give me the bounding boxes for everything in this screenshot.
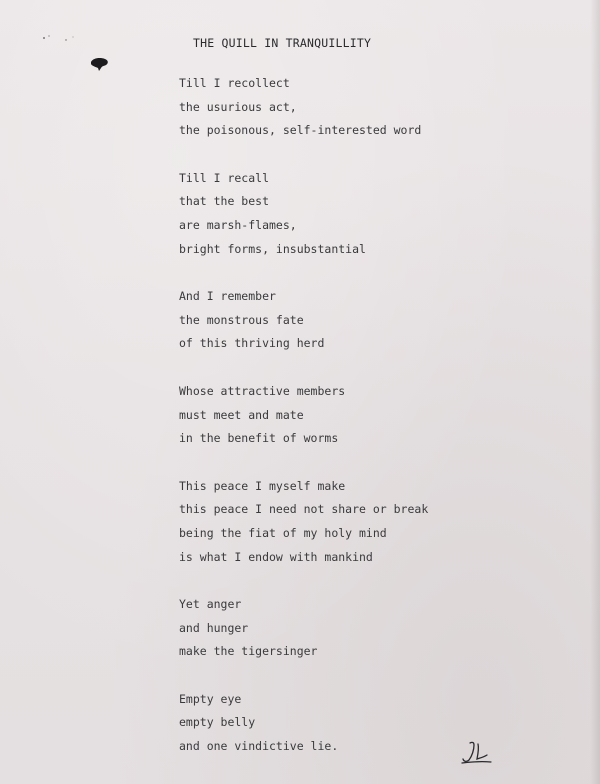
poem-line: Empty eye [179, 691, 242, 706]
poem-line: the poisonous, self-interested word [179, 123, 422, 138]
poem-line: is what I endow with mankind [179, 549, 373, 564]
poem-line: that the best [179, 194, 270, 209]
poem-line: empty belly [179, 715, 256, 730]
stanza-1 [179, 72, 428, 143]
stanza-2 [179, 167, 428, 261]
paper-edge-shadow [590, 0, 600, 784]
poem-line: Yet anger [179, 597, 242, 612]
poem-line: and hunger [179, 620, 249, 635]
page-title: THE QUILL IN TRANQUILLITY [193, 36, 372, 50]
poem-line: the monstrous fate [179, 312, 304, 327]
poem-line: of this thriving herd [179, 336, 325, 351]
paper-specks [40, 34, 90, 46]
stanza-6 [179, 593, 428, 664]
poem-line: make the tigersinger [179, 644, 318, 659]
poem-line: in the benefit of worms [179, 431, 339, 446]
poem-line: And I remember [179, 289, 276, 304]
poem-line: Till I recall [179, 170, 270, 185]
poem-line: Till I recollect [179, 76, 290, 90]
poem-line: this peace I need not share or break [179, 502, 429, 517]
stanza-5 [179, 475, 428, 569]
stanza-3 [179, 285, 428, 356]
poem-body [179, 72, 428, 759]
poem-line: being the fiat of my holy mind [179, 525, 387, 540]
ink-blot-icon [88, 56, 110, 72]
handwritten-initials-signature [460, 740, 494, 766]
poem-line: must meet and mate [179, 407, 304, 422]
stanza-4 [179, 380, 428, 451]
poem-line: the usurious act, [179, 99, 297, 114]
poem-line: are marsh-flames, [179, 217, 297, 232]
poem-line: This peace I myself make [179, 478, 346, 493]
poem-line: Whose attractive members [179, 383, 346, 398]
poem-line: and one vindictive lie. [179, 739, 339, 754]
poem-line: bright forms, insubstantial [179, 241, 366, 256]
stanza-7 [179, 688, 428, 759]
